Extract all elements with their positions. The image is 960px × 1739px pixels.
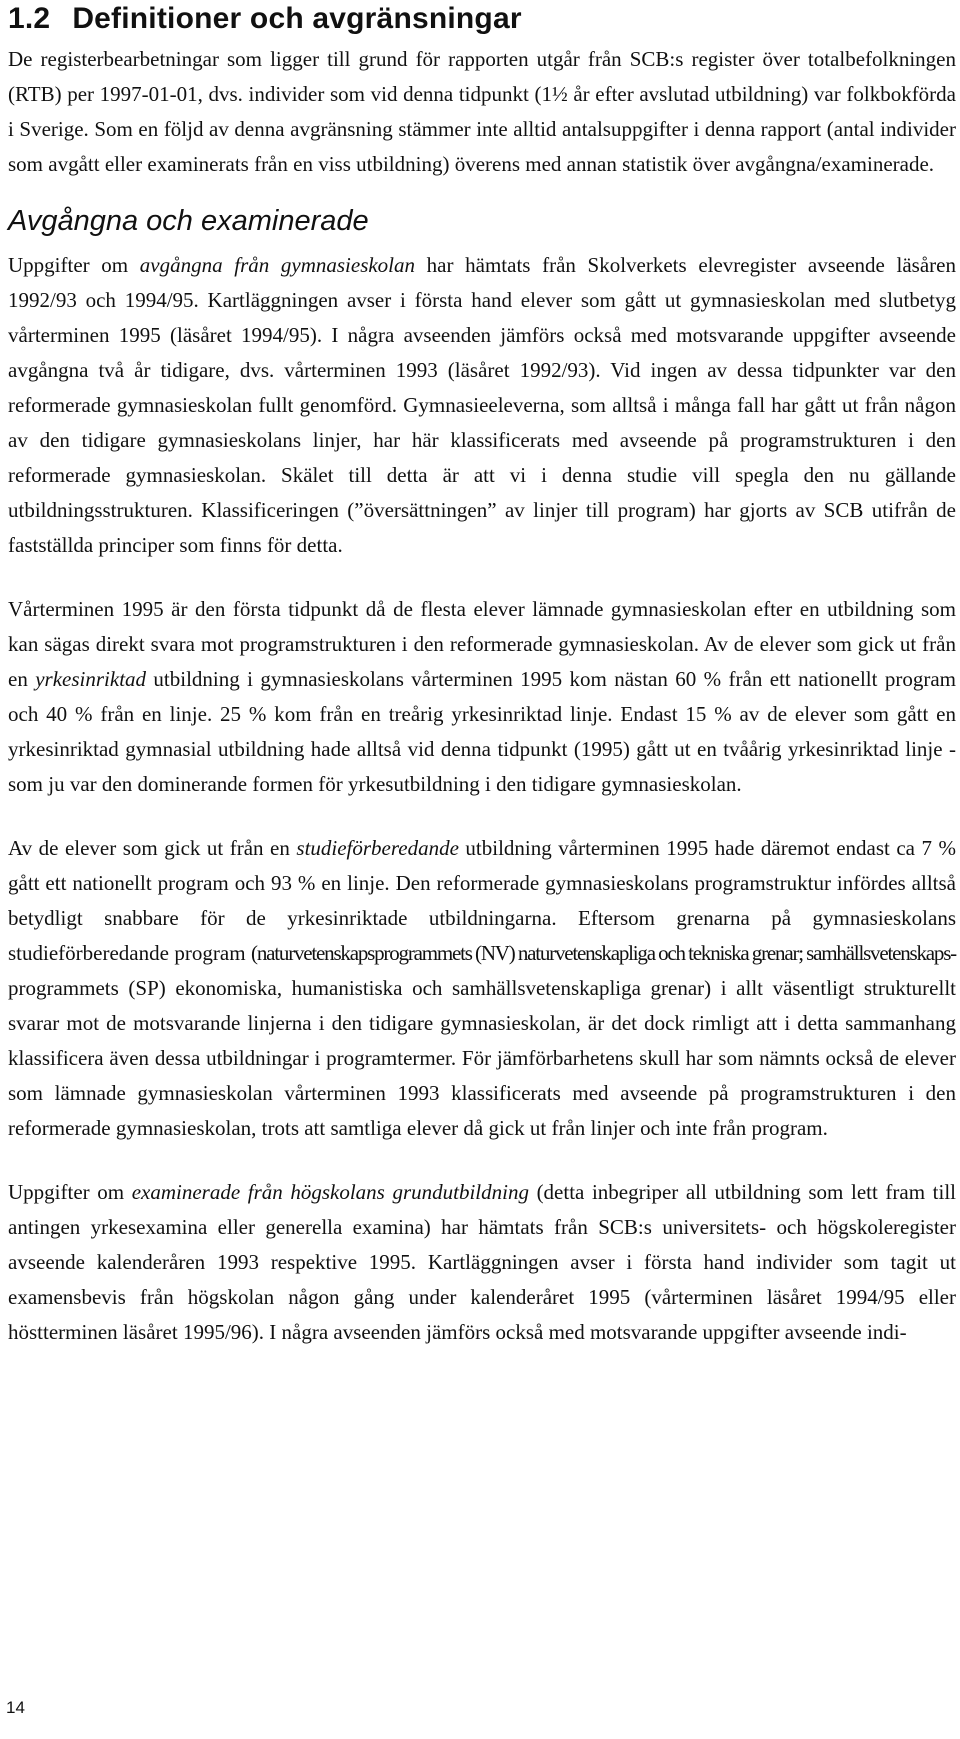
paragraph-text: har hämtats från Skolverkets elevregister avseende läsåren 1992/93 och 1994/95. Kartläggningen avser i första hand elever som gått ut gymnasieskolan med slutbetyg vårterminen 1995 (läsåret 1994/95). I några avseenden jämförs också med motsvarande uppgifter avseende avgångna två år tidigare, dvs. vårterminen 1993 (läsåret 1992/93). Vid ingen av dessa tidpunkter var den reformerade gymnasieskolan fullt genomförd. Gymnasieeleverna, som alltså i många fall har gått ut från någon av den tidigare gymnasieskolans linjer, har här klassificerats med avseende på programstrukturen i den reformerade gymnasieskolan. Skälet till detta är att vi i denna studie vill spegla den nu gällande utbildningsstrukturen. Klassificeringen (”översättningen” av linjer till program) har gjorts av SCB utifrån de fastställda principer som finns för detta. (8, 253, 956, 557)
paragraph-text: Uppgifter om (8, 253, 140, 277)
page-number: 14 (6, 1698, 25, 1717)
emphasis-text: yrkesinriktad (35, 667, 147, 691)
paragraph-text: Vårterminen 1995 är den första tidpunkt då de flesta elever lämnade gymnasieskolan efter en utbildning som kan sägas direkt svara mot programstrukturen i den reformerade gymnasieskolan. Av de elever som gick ut från en (8, 597, 956, 691)
paragraph-text: Uppgifter om (8, 1180, 132, 1204)
paragraph-examinerade (8, 1175, 956, 1350)
intro-paragraph: De registerbearbetningar som ligger till grund för rapporten utgår från SCB:s register över totalbefolkningen (RTB) per 1997-01-01, dvs. individer som vid denna tidpunkt (1½ år efter avslutad utbildning) var folkbokförda i Sverige. Som en följd av denna avgränsning stämmer inte alltid antalsuppgifter i denna rapport (antal individer som avgått eller examinerats från en viss utbildning) överens med annan statistik över avgångna/examinerade. (8, 47, 956, 176)
paragraph-text: utbildning i gymnasieskolans vårterminen 1995 kom nästan 60 % från ett nationellt program och 40 % från en linje. 25 % kom från en treårig yrkesinriktad linje. Endast 15 % av de elever som gått en yrkesinriktad gymnasial utbildning hade alltså vid denna tidpunkt (1995) gått ut en tvåårig yrkesinriktad linje - som ju var den dominerande formen för yrkesutbildning i den tidigare gymnasieskolan. (8, 667, 956, 796)
section-number: 1.2 (8, 2, 51, 35)
section-title: Definitioner och avgränsningar (72, 2, 522, 35)
paragraph-text: utbildning vårterminen 1995 hade däremot endast ca 7 % gått ett nationellt program och 93 % en linje. Den reformerade gymnasieskolans programstruktur infördes alltså betydligt snabbare för de yrkesinriktade utbildningarna. Eftersom grenarna på gymnasieskolans studieförberedande program (8, 836, 956, 965)
paragraph-studieforberedande (8, 831, 956, 1146)
section-heading (8, 0, 956, 36)
paragraph-avgangna (8, 248, 956, 563)
emphasis-text: studieförberedande (296, 836, 459, 860)
paragraph-text: Av de elever som gick ut från en (8, 836, 297, 860)
paragraph-text: programmets (SP) ekonomiska, humanistiska och samhällsvetenskapliga grenar) i allt väsentligt strukturellt svarar mot de motsvarande linjerna i den tidigare gymnasieskolan, är det dock rimligt att i detta sammanhang klassificera även dessa utbildningar i programtermer. För jämförbarhetens skull har som nämnts också de elever som lämnade gymnasieskolan vårterminen 1993 klassificerats med avseende på programstrukturen i den reformerade gymnasieskolan, trots att samtliga elever då gick ut från linjer och inte från program. (8, 976, 956, 1140)
page-content (8, 0, 956, 1350)
subsection-heading: Avgångna och examinerade (8, 205, 369, 237)
emphasis-text: avgångna från gymnasieskolan (139, 253, 416, 277)
condensed-text: (naturvetenskapsprogrammets (NV) naturvetenskapliga och tekniska grenar; samhällsvetenskaps- (251, 941, 956, 965)
paragraph-text: (detta inbegriper all utbildning som lett fram till antingen yrkesexamina eller generella examina) har hämtats från SCB:s universitets- och högskoleregister avseende kalenderåren 1993 respektive 1995. Kartläggningen avser i första hand individer som tagit ut examensbevis från högskolan någon gång under kalenderåret 1995 (vårterminen läsåret 1994/95 eller höstterminen läsåret 1995/96). I några avseenden jämförs också med motsvarande uppgifter avseende indi- (8, 1180, 956, 1344)
paragraph-yrkesinriktad (8, 592, 956, 802)
emphasis-text: examinerade från högskolans grundutbildning (131, 1180, 529, 1204)
